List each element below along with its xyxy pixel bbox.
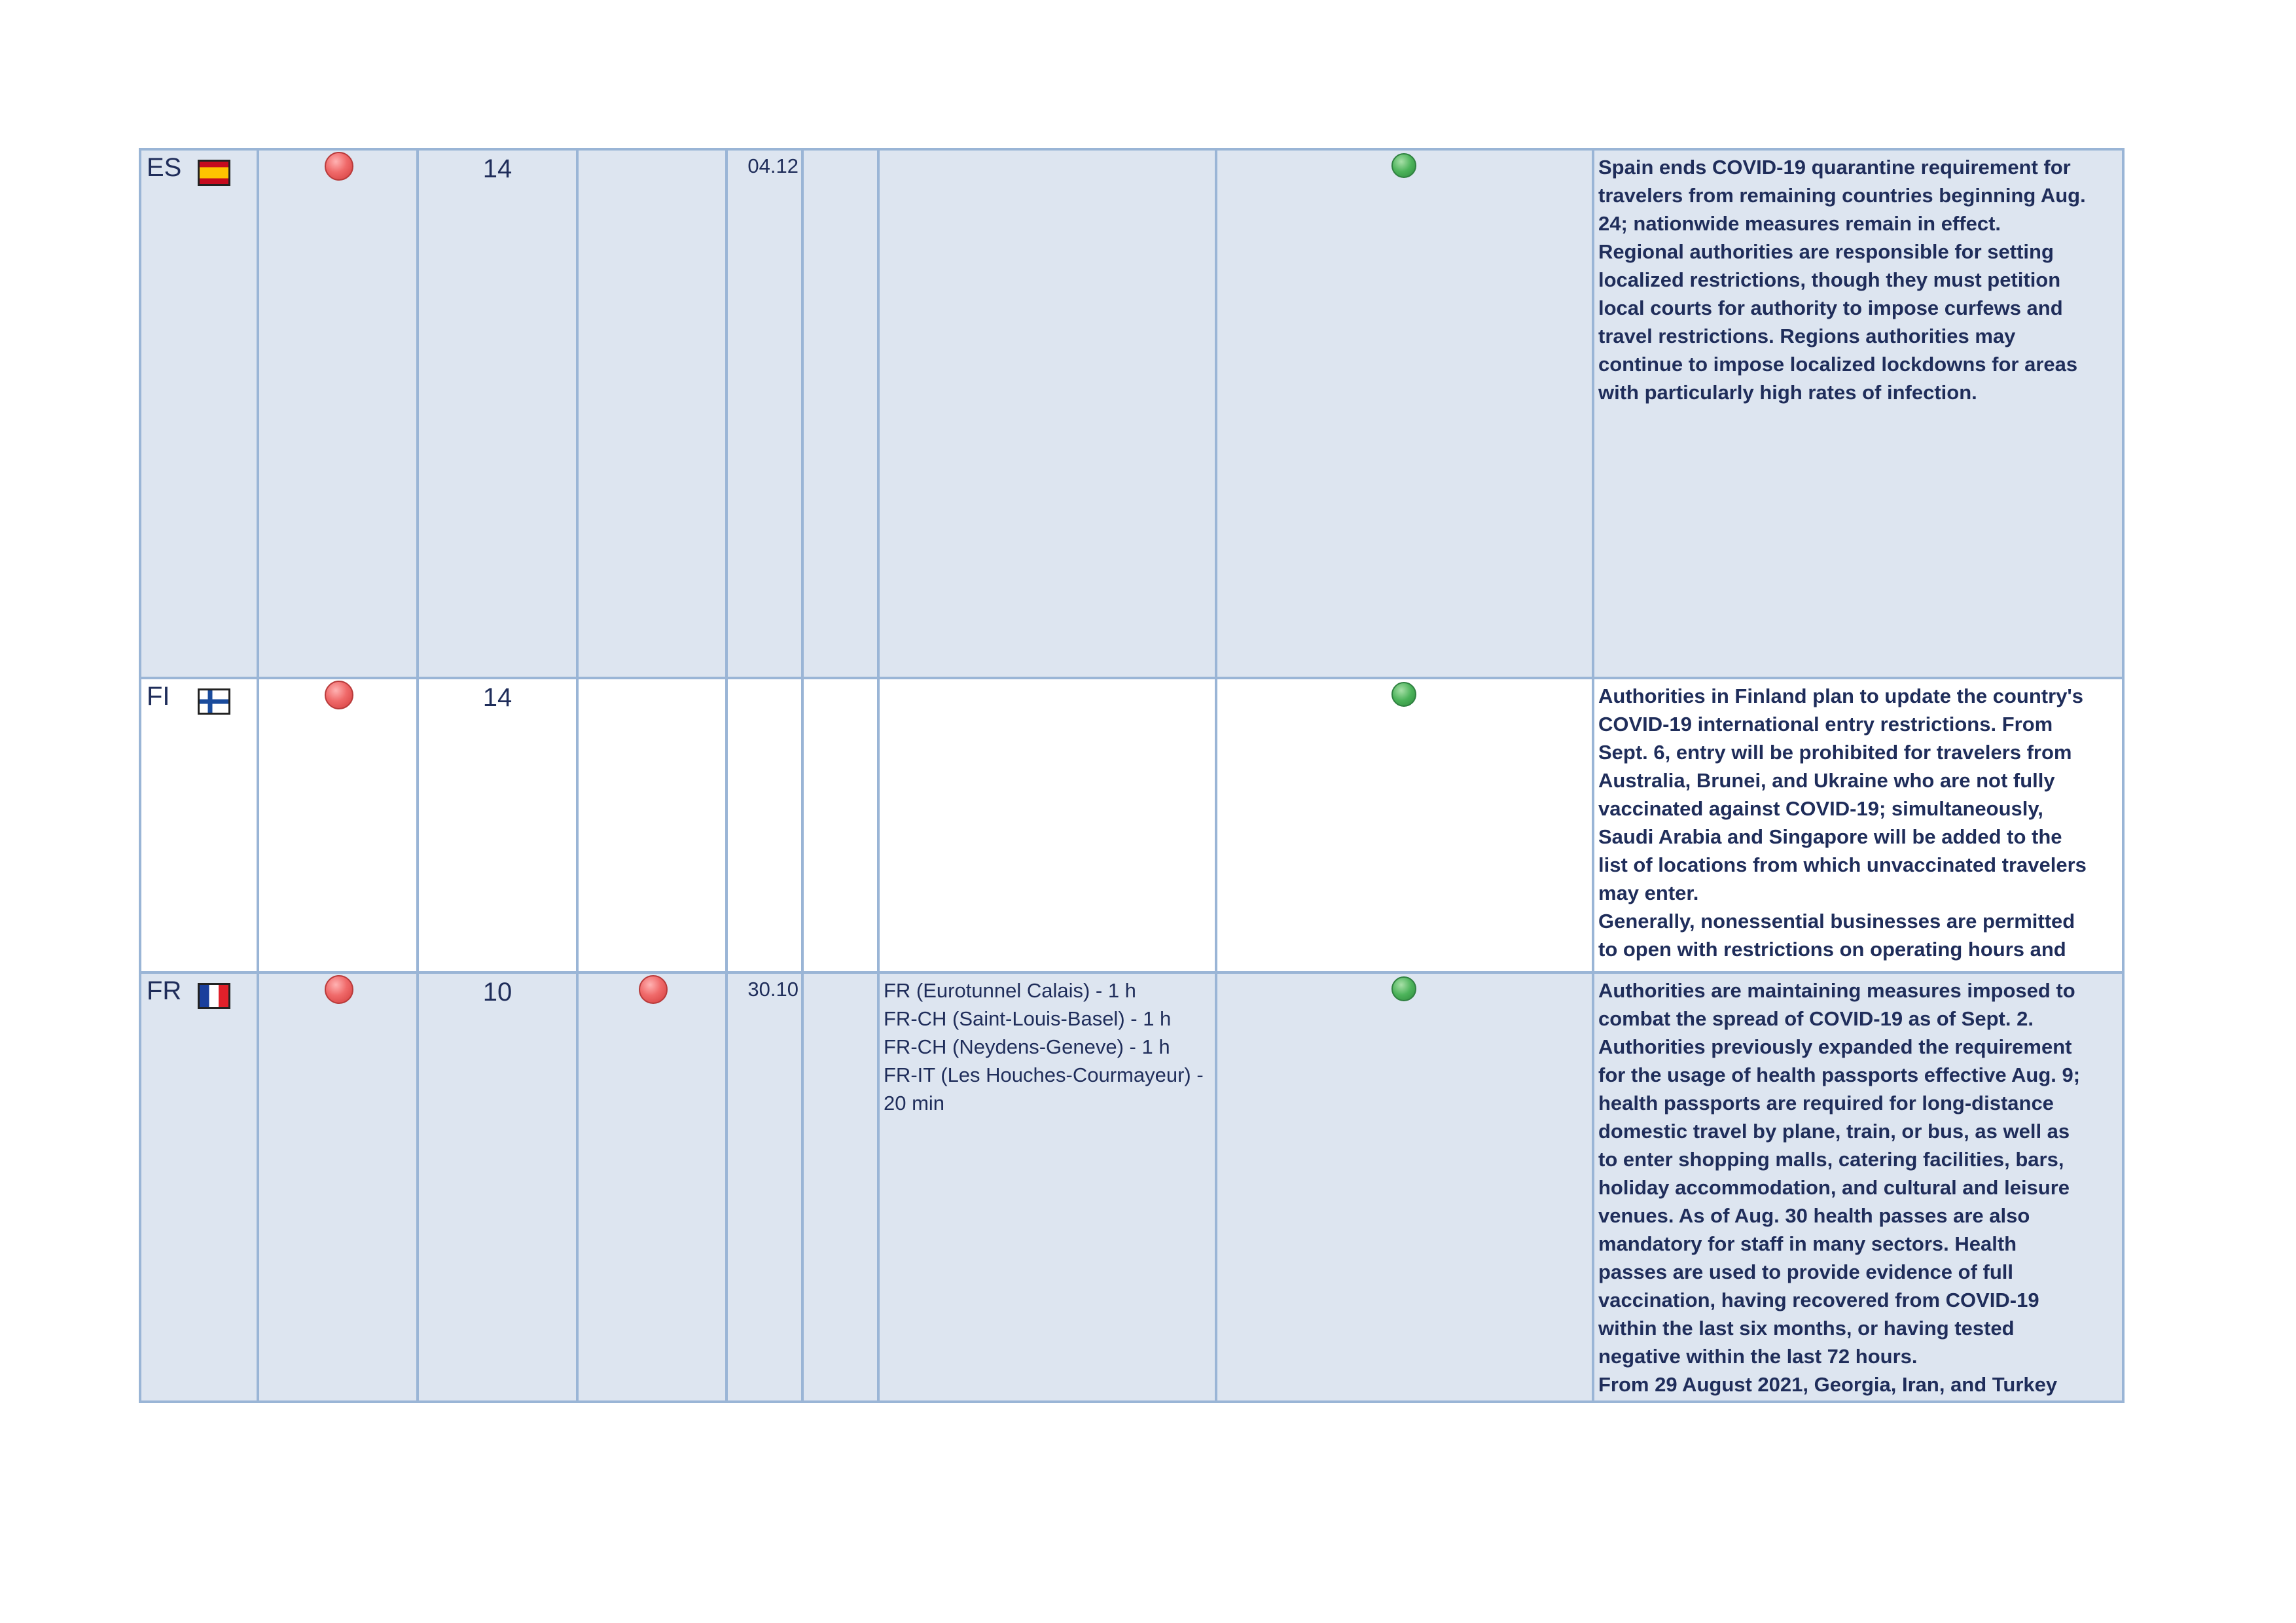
days-cell [419,679,576,971]
days-cell [419,151,576,677]
date-value: 04.12 [747,154,798,177]
status-cell [259,679,416,971]
notes-cell [1594,974,2122,1400]
table-row-es [141,151,2122,679]
country-cell [141,679,257,971]
column-divider [801,974,804,1400]
column-divider [257,151,259,677]
border-wait-item: FR (Eurotunnel Calais) - 1 h [884,979,1136,1002]
column-divider [877,974,880,1400]
column-divider [576,151,579,677]
date-cell [728,679,801,971]
date-cell [728,974,801,1400]
notes-cell [1594,151,2122,677]
red-status-icon [325,152,353,181]
border-wait-item: FR-CH (Neydens-Geneve) - 1 h [884,1035,1170,1058]
red-status-icon [325,975,353,1004]
green-status-icon [1391,153,1416,178]
column-divider [725,974,728,1400]
status-cell [259,974,416,1400]
green-status-icon [1391,976,1416,1001]
border-wait-item: FR-CH (Saint-Louis-Basel) - 1 h [884,1007,1172,1030]
days-value: 14 [482,683,512,712]
column-divider [416,974,419,1400]
date-cell [728,151,801,677]
notes-text: Authorities are maintaining measures imposed to combat the spread of COVID-19 as of Sept. 2. Authorities previously expanded the requirement for the usage of health passports effective Aug. 9; health passports are required for long-distance domestic travel by plane, train, or bus, as well as to enter shopping malls, catering facilities, bars, holiday accommodation, and cultural and leisure venues. As of Aug. 30 health passes are also mandatory for staff in many sectors. Health passes are used to provide evidence of full vaccination, having recovered from COVID-19 within the last six months, or having tested negative within the last 72 hours. From 29 August 2021, Georgia, Iran, and Turkey [1598,979,2081,1396]
country-cell [141,974,257,1400]
column-divider [576,974,579,1400]
finland-flag-icon [198,688,230,715]
column-divider [1215,679,1217,971]
notes-text: Authorities in Finland plan to update the country's COVID-19 international entry restrictions. From Sept. 6, entry will be prohibited for travelers from Australia, Brunei, and Ukraine who are not fully vaccinated against COVID-19; simultaneously, Saudi Arabia and Singapore will be added to the list of locations from which unvaccinated travelers may enter. Generally, nonessential businesses are permitted to open with restrictions on operating hours and [1598,685,2087,961]
secondary-status-cell [579,679,725,971]
column-divider [1215,151,1217,677]
column-divider [416,679,419,971]
column-divider [1592,974,1594,1400]
country-cell [141,151,257,677]
tertiary-status-cell [1217,974,1592,1400]
red-status-icon [639,975,668,1004]
secondary-status-cell [579,151,725,677]
empty-cell [804,151,877,677]
border-wait-cell [880,151,1215,677]
date-value: 30.10 [747,978,798,1001]
days-value: 14 [482,154,512,183]
border-wait-item: 20 min [884,1092,945,1115]
column-divider [801,151,804,677]
empty-cell [804,974,877,1400]
notes-text: Spain ends COVID-19 quarantine requirement for travelers from remaining countries beginning Aug. 24; nationwide measures remain in effect. Regional authorities are responsible for setting localized restrictions, though they must petition local courts for authority to impose curfews and travel restrictions. Regions authorities may continue to impose localized lockdowns for areas with particularly high rates of infection. [1598,156,2086,404]
column-divider [257,679,259,971]
column-divider [725,679,728,971]
days-value: 10 [482,978,512,1007]
country-code: ES [147,153,182,182]
tertiary-status-cell [1217,151,1592,677]
column-divider [257,974,259,1400]
column-divider [801,679,804,971]
travel-restrictions-table [139,148,2125,1403]
tertiary-status-cell [1217,679,1592,971]
border-wait-item: FR-IT (Les Houches-Courmayeur) - [884,1063,1204,1086]
country-code: FR [147,976,182,1005]
column-divider [725,151,728,677]
days-cell [419,974,576,1400]
notes-cell [1594,679,2122,971]
empty-cell [804,679,877,971]
secondary-status-cell [579,974,725,1400]
border-wait-list [884,976,1215,1117]
status-cell [259,151,416,677]
column-divider [1215,974,1217,1400]
country-code: FI [147,682,170,711]
border-wait-cell [880,974,1215,1400]
column-divider [1592,151,1594,677]
border-wait-cell [880,679,1215,971]
green-status-icon [1391,682,1416,707]
column-divider [416,151,419,677]
red-status-icon [325,681,353,709]
france-flag-icon [198,983,230,1009]
column-divider [1592,679,1594,971]
table-row-fi [141,679,2122,974]
column-divider [877,679,880,971]
column-divider [576,679,579,971]
spain-flag-icon [198,160,230,186]
column-divider [877,151,880,677]
table-row-fr [141,974,2122,1400]
